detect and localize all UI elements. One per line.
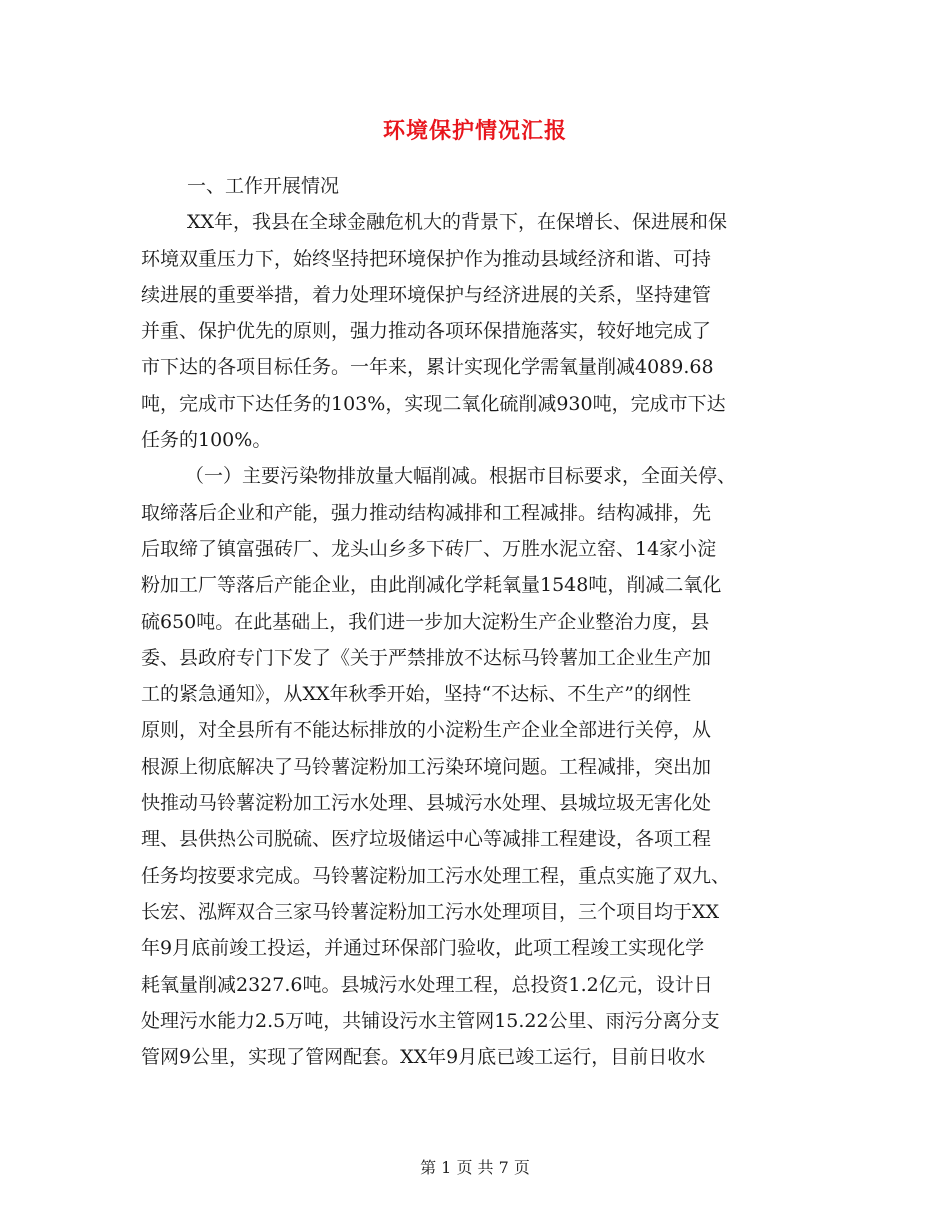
page-footer bbox=[0, 1155, 950, 1178]
paragraph-line: 吨，完成市下达任务的103%，实现二氧化硫削减930吨，完成市下达 bbox=[141, 392, 726, 415]
paragraph-line: 后取缔了镇富强砖厂、龙头山乡多下砖厂、万胜水泥立窑、14家小淀 bbox=[141, 537, 717, 560]
paragraph-line: 委、县政府专门下发了《关于严禁排放不达标马铃薯加工企业生产加 bbox=[141, 646, 712, 669]
paragraph-line: 硫650吨。在此基础上，我们进一步加大淀粉生产企业整治力度，县 bbox=[141, 610, 710, 633]
paragraph-line: 取缔落后企业和产能，强力推动结构减排和工程减排。结构减排，先 bbox=[141, 501, 712, 524]
section-heading: 一、工作开展情况 bbox=[187, 175, 340, 197]
paragraph-line: 长宏、泓辉双合三家马铃薯淀粉加工污水处理项目，三个项目均于XX bbox=[141, 900, 720, 923]
paragraph-line: 续进展的重要举措，着力处理环境保护与经济进展的关系，坚持建管 bbox=[141, 283, 712, 306]
paragraph-line: 市下达的各项目标任务。一年来，累计实现化学需氧量削减4089.68 bbox=[141, 356, 714, 379]
paragraph-line: 快推动马铃薯淀粉加工污水处理、县城污水处理、县城垃圾无害化处 bbox=[141, 792, 712, 815]
paragraph-line: 粉加工厂等落后产能企业，由此削减化学耗氧量1548吨，削减二氧化 bbox=[141, 574, 722, 597]
paragraph-line: 年9月底前竣工投运，并通过环保部门验收，此项工程竣工实现化学 bbox=[141, 937, 705, 960]
paragraph-line: 工的紧急通知》，从XX年秋季开始，坚持“不达标、不生产”的纲性 bbox=[141, 683, 691, 706]
paragraph-line: 处理污水能力2.5万吨，共铺设污水主管网15.22公里、雨污分离分支 bbox=[141, 1009, 720, 1032]
paragraph-line: 原则，对全县所有不能达标排放的小淀粉生产企业全部进行关停，从 bbox=[141, 719, 712, 742]
page-number: 第 1 页 共 7 页 bbox=[420, 1158, 530, 1177]
paragraph-line: 根源上彻底解决了马铃薯淀粉加工污染环境问题。工程减排，突出加 bbox=[141, 755, 712, 778]
paragraph-line: 管网9公里，实现了管网配套。XX年9月底已竣工运行，目前日收水 bbox=[141, 1046, 706, 1069]
document-title: 环境保护情况汇报 bbox=[382, 118, 567, 144]
paragraph-line: （一）主要污染物排放量大幅削减。根据市目标要求，全面关停、 bbox=[185, 465, 737, 488]
paragraph-line: 任务均按要求完成。马铃薯淀粉加工污水处理工程，重点实施了双九、 bbox=[141, 864, 731, 887]
paragraph-line: 耗氧量削减2327.6吨。县城污水处理工程，总投资1.2亿元，设计日 bbox=[141, 973, 713, 996]
paragraph-line: 理、县供热公司脱硫、医疗垃圾储运中心等减排工程建设，各项工程 bbox=[141, 828, 712, 851]
document-body bbox=[141, 168, 811, 1075]
paragraph-line: 任务的100%。 bbox=[141, 429, 272, 452]
paragraph-line: XX年，我县在全球金融危机大的背景下，在保增长、保进展和保 bbox=[187, 211, 728, 234]
paragraph-line: 并重、保护优先的原则，强力推动各项环保措施落实，较好地完成了 bbox=[141, 320, 712, 343]
paragraph-line: 环境双重压力下，始终坚持把环境保护作为推动县域经济和谐、可持 bbox=[141, 247, 712, 270]
